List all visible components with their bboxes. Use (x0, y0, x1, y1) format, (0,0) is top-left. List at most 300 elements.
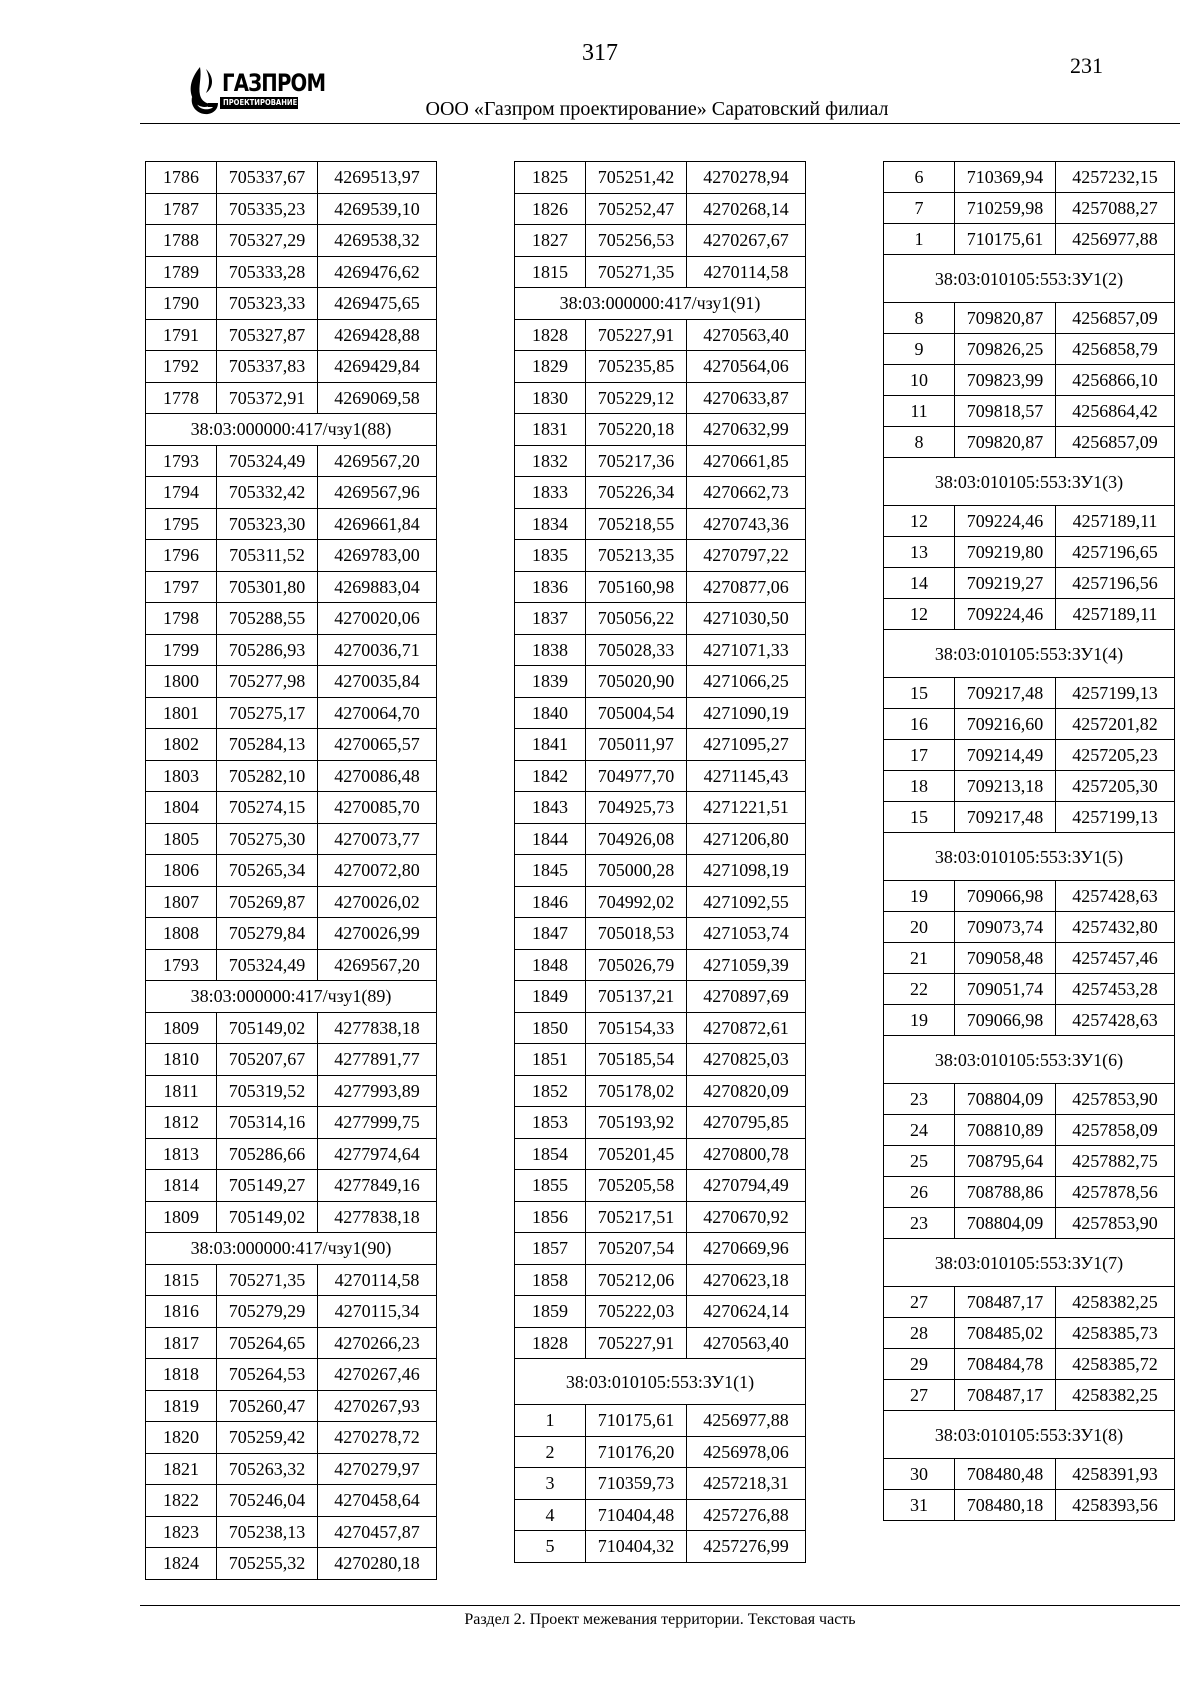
table-row (515, 1107, 806, 1139)
section-header-row (884, 255, 1175, 303)
table-row (515, 1296, 806, 1328)
x-coordinate-cell: 709217,48 (955, 802, 1056, 833)
table-row (515, 1405, 806, 1437)
y-coordinate-cell: 4269567,20 (318, 949, 437, 981)
y-coordinate-cell: 4257201,82 (1056, 709, 1175, 740)
y-coordinate-cell: 4257196,56 (1056, 568, 1175, 599)
x-coordinate-cell: 705212,06 (586, 1264, 687, 1296)
point-number-cell: 10 (884, 365, 955, 396)
page-number-secondary: 231 (1070, 53, 1103, 78)
y-coordinate-cell: 4270026,99 (318, 918, 437, 950)
point-number-cell: 1822 (146, 1485, 217, 1517)
x-coordinate-cell: 705279,84 (217, 918, 318, 950)
x-coordinate-cell: 705028,33 (586, 634, 687, 666)
y-coordinate-cell: 4257199,13 (1056, 678, 1175, 709)
y-coordinate-cell: 4257189,11 (1056, 599, 1175, 630)
x-coordinate-cell: 705284,13 (217, 729, 318, 761)
y-coordinate-cell: 4271092,55 (687, 886, 806, 918)
table-row (515, 1468, 806, 1500)
y-coordinate-cell: 4270795,85 (687, 1107, 806, 1139)
table-row (515, 571, 806, 603)
table-row (146, 1453, 437, 1485)
point-number-cell: 1793 (146, 445, 217, 477)
point-number-cell: 1803 (146, 760, 217, 792)
table-row (146, 1075, 437, 1107)
x-coordinate-cell: 708795,64 (955, 1146, 1056, 1177)
x-coordinate-cell: 710369,94 (955, 162, 1056, 193)
section-header-row (884, 1411, 1175, 1459)
x-coordinate-cell: 705178,02 (586, 1075, 687, 1107)
section-title: 38:03:010105:553:ЗУ1(4) (884, 630, 1175, 678)
table-row (884, 334, 1175, 365)
table-row (146, 949, 437, 981)
point-number-cell: 1855 (515, 1170, 586, 1202)
y-coordinate-cell: 4257457,46 (1056, 943, 1175, 974)
x-coordinate-cell: 708788,86 (955, 1177, 1056, 1208)
table-row (884, 506, 1175, 537)
x-coordinate-cell: 705277,98 (217, 666, 318, 698)
x-coordinate-cell: 705259,42 (217, 1422, 318, 1454)
point-number-cell: 1 (515, 1405, 586, 1437)
y-coordinate-cell: 4270115,34 (318, 1296, 437, 1328)
table-row (515, 351, 806, 383)
y-coordinate-cell: 4269069,58 (318, 382, 437, 414)
y-coordinate-cell: 4277999,75 (318, 1107, 437, 1139)
y-coordinate-cell: 4271090,19 (687, 697, 806, 729)
table-row (884, 1208, 1175, 1239)
y-coordinate-cell: 4257858,09 (1056, 1115, 1175, 1146)
y-coordinate-cell: 4270278,72 (318, 1422, 437, 1454)
section-title: 38:03:000000:417/чзу1(88) (146, 414, 437, 446)
table-row (146, 855, 437, 887)
section-header-row (884, 833, 1175, 881)
table-row (884, 709, 1175, 740)
table-row (884, 943, 1175, 974)
y-coordinate-cell: 4271066,25 (687, 666, 806, 698)
table-row (515, 855, 806, 887)
x-coordinate-cell: 705137,21 (586, 981, 687, 1013)
x-coordinate-cell: 705229,12 (586, 382, 687, 414)
table-row (146, 1296, 437, 1328)
point-number-cell: 25 (884, 1146, 955, 1177)
x-coordinate-cell: 709217,48 (955, 678, 1056, 709)
x-coordinate-cell: 705235,85 (586, 351, 687, 383)
x-coordinate-cell: 708804,09 (955, 1208, 1056, 1239)
table-row (515, 666, 806, 698)
point-number-cell: 28 (884, 1318, 955, 1349)
y-coordinate-cell: 4270267,67 (687, 225, 806, 257)
x-coordinate-cell: 705286,93 (217, 634, 318, 666)
point-number-cell: 1790 (146, 288, 217, 320)
table-row (515, 1531, 806, 1563)
x-coordinate-cell: 705288,55 (217, 603, 318, 635)
point-number-cell: 1814 (146, 1170, 217, 1202)
x-coordinate-cell: 705271,35 (217, 1264, 318, 1296)
y-coordinate-cell: 4270114,58 (687, 256, 806, 288)
point-number-cell: 1830 (515, 382, 586, 414)
page-number: 317 (582, 40, 618, 66)
table-row (146, 225, 437, 257)
table-row (515, 823, 806, 855)
y-coordinate-cell: 4257878,56 (1056, 1177, 1175, 1208)
x-coordinate-cell: 710176,20 (586, 1436, 687, 1468)
x-coordinate-cell: 705193,92 (586, 1107, 687, 1139)
table-row (515, 1201, 806, 1233)
table-row (515, 193, 806, 225)
section-header-row (515, 288, 806, 320)
table-row (146, 382, 437, 414)
y-coordinate-cell: 4277891,77 (318, 1044, 437, 1076)
point-number-cell: 1851 (515, 1044, 586, 1076)
table-row (146, 1044, 437, 1076)
table-row (515, 1499, 806, 1531)
y-coordinate-cell: 4257199,13 (1056, 802, 1175, 833)
point-number-cell: 1850 (515, 1012, 586, 1044)
point-number-cell: 1836 (515, 571, 586, 603)
y-coordinate-cell: 4269661,84 (318, 508, 437, 540)
table-row (884, 1287, 1175, 1318)
point-number-cell: 1847 (515, 918, 586, 950)
point-number-cell: 17 (884, 740, 955, 771)
y-coordinate-cell: 4258391,93 (1056, 1459, 1175, 1490)
table-row (146, 445, 437, 477)
point-number-cell: 1825 (515, 162, 586, 194)
table-row (515, 697, 806, 729)
point-number-cell: 30 (884, 1459, 955, 1490)
y-coordinate-cell: 4270623,18 (687, 1264, 806, 1296)
y-coordinate-cell: 4271098,19 (687, 855, 806, 887)
table-row (146, 1485, 437, 1517)
x-coordinate-cell: 705324,49 (217, 949, 318, 981)
table-row (515, 918, 806, 950)
y-coordinate-cell: 4257196,65 (1056, 537, 1175, 568)
y-coordinate-cell: 4257428,63 (1056, 881, 1175, 912)
table-row (884, 224, 1175, 255)
y-coordinate-cell: 4271095,27 (687, 729, 806, 761)
point-number-cell: 31 (884, 1490, 955, 1521)
y-coordinate-cell: 4270268,14 (687, 193, 806, 225)
y-coordinate-cell: 4256866,10 (1056, 365, 1175, 396)
x-coordinate-cell: 705207,67 (217, 1044, 318, 1076)
point-number-cell: 1829 (515, 351, 586, 383)
point-number-cell: 13 (884, 537, 955, 568)
point-number-cell: 29 (884, 1349, 955, 1380)
x-coordinate-cell: 705263,32 (217, 1453, 318, 1485)
section-title: 38:03:010105:553:ЗУ1(8) (884, 1411, 1175, 1459)
table-row (146, 1390, 437, 1422)
footer-caption: Раздел 2. Проект межевания территории. Текстовая часть (464, 1611, 856, 1628)
y-coordinate-cell: 4258382,25 (1056, 1287, 1175, 1318)
point-number-cell: 1809 (146, 1201, 217, 1233)
point-number-cell: 19 (884, 881, 955, 912)
x-coordinate-cell: 705274,15 (217, 792, 318, 824)
y-coordinate-cell: 4257853,90 (1056, 1208, 1175, 1239)
y-coordinate-cell: 4270114,58 (318, 1264, 437, 1296)
section-title: 38:03:000000:417/чзу1(89) (146, 981, 437, 1013)
point-number-cell: 1813 (146, 1138, 217, 1170)
point-number-cell: 14 (884, 568, 955, 599)
x-coordinate-cell: 705201,45 (586, 1138, 687, 1170)
point-number-cell: 15 (884, 678, 955, 709)
point-number-cell: 23 (884, 1084, 955, 1115)
point-number-cell: 8 (884, 427, 955, 458)
y-coordinate-cell: 4271030,50 (687, 603, 806, 635)
section-header-row (146, 1233, 437, 1265)
y-coordinate-cell: 4257453,28 (1056, 974, 1175, 1005)
x-coordinate-cell: 709214,49 (955, 740, 1056, 771)
x-coordinate-cell: 708810,89 (955, 1115, 1056, 1146)
point-number-cell: 26 (884, 1177, 955, 1208)
y-coordinate-cell: 4269539,10 (318, 193, 437, 225)
table-row (884, 974, 1175, 1005)
y-coordinate-cell: 4270897,69 (687, 981, 806, 1013)
x-coordinate-cell: 705269,87 (217, 886, 318, 918)
table-row (515, 225, 806, 257)
y-coordinate-cell: 4258385,72 (1056, 1349, 1175, 1380)
table-row (515, 886, 806, 918)
x-coordinate-cell: 709058,48 (955, 943, 1056, 974)
section-title: 38:03:010105:553:ЗУ1(1) (515, 1359, 806, 1405)
x-coordinate-cell: 705160,98 (586, 571, 687, 603)
company-header: ООО «Газпром проектирование» Саратовский филиал (425, 98, 889, 120)
point-number-cell: 1793 (146, 949, 217, 981)
point-number-cell: 1797 (146, 571, 217, 603)
table-row (515, 319, 806, 351)
table-row (515, 634, 806, 666)
y-coordinate-cell: 4270279,97 (318, 1453, 437, 1485)
y-coordinate-cell: 4270278,94 (687, 162, 806, 194)
y-coordinate-cell: 4256857,09 (1056, 427, 1175, 458)
point-number-cell: 15 (884, 802, 955, 833)
section-header-row (884, 630, 1175, 678)
x-coordinate-cell: 705226,34 (586, 477, 687, 509)
table-row (884, 365, 1175, 396)
y-coordinate-cell: 4257432,80 (1056, 912, 1175, 943)
y-coordinate-cell: 4270563,40 (687, 319, 806, 351)
point-number-cell: 1816 (146, 1296, 217, 1328)
point-number-cell: 1819 (146, 1390, 217, 1422)
point-number-cell: 1787 (146, 193, 217, 225)
y-coordinate-cell: 4257853,90 (1056, 1084, 1175, 1115)
y-coordinate-cell: 4257276,88 (687, 1499, 806, 1531)
x-coordinate-cell: 705222,03 (586, 1296, 687, 1328)
y-coordinate-cell: 4269428,88 (318, 319, 437, 351)
y-coordinate-cell: 4256857,09 (1056, 303, 1175, 334)
table-row (884, 396, 1175, 427)
point-number-cell: 1811 (146, 1075, 217, 1107)
point-number-cell: 1791 (146, 319, 217, 351)
y-coordinate-cell: 4270872,61 (687, 1012, 806, 1044)
x-coordinate-cell: 705149,02 (217, 1201, 318, 1233)
point-number-cell: 18 (884, 771, 955, 802)
y-coordinate-cell: 4270073,77 (318, 823, 437, 855)
section-title: 38:03:010105:553:ЗУ1(2) (884, 255, 1175, 303)
section-header-row (146, 981, 437, 1013)
table-row (884, 1115, 1175, 1146)
point-number-cell: 1857 (515, 1233, 586, 1265)
table-row (515, 477, 806, 509)
x-coordinate-cell: 705227,91 (586, 1327, 687, 1359)
point-number-cell: 1831 (515, 414, 586, 446)
x-coordinate-cell: 705000,28 (586, 855, 687, 887)
table-row (515, 508, 806, 540)
y-coordinate-cell: 4270743,36 (687, 508, 806, 540)
table-row (884, 427, 1175, 458)
point-number-cell: 1794 (146, 477, 217, 509)
x-coordinate-cell: 705264,65 (217, 1327, 318, 1359)
section-title: 38:03:010105:553:ЗУ1(6) (884, 1036, 1175, 1084)
x-coordinate-cell: 709826,25 (955, 334, 1056, 365)
x-coordinate-cell: 705337,83 (217, 351, 318, 383)
point-number-cell: 1828 (515, 1327, 586, 1359)
y-coordinate-cell: 4270633,87 (687, 382, 806, 414)
table-row (884, 193, 1175, 224)
table-row (146, 792, 437, 824)
table-row (884, 1146, 1175, 1177)
point-number-cell: 1806 (146, 855, 217, 887)
table-row (515, 1327, 806, 1359)
table-row (515, 445, 806, 477)
y-coordinate-cell: 4257218,31 (687, 1468, 806, 1500)
x-coordinate-cell: 705020,90 (586, 666, 687, 698)
point-number-cell: 1804 (146, 792, 217, 824)
y-coordinate-cell: 4258382,25 (1056, 1380, 1175, 1411)
table-row (146, 634, 437, 666)
x-coordinate-cell: 710175,61 (586, 1405, 687, 1437)
y-coordinate-cell: 4270624,14 (687, 1296, 806, 1328)
x-coordinate-cell: 704992,02 (586, 886, 687, 918)
table-row (146, 288, 437, 320)
point-number-cell: 1815 (515, 256, 586, 288)
table-row (146, 319, 437, 351)
x-coordinate-cell: 705265,34 (217, 855, 318, 887)
table-row (515, 256, 806, 288)
table-row (146, 351, 437, 383)
y-coordinate-cell: 4271221,51 (687, 792, 806, 824)
x-coordinate-cell: 705372,91 (217, 382, 318, 414)
point-number-cell: 1802 (146, 729, 217, 761)
x-coordinate-cell: 705335,23 (217, 193, 318, 225)
x-coordinate-cell: 705264,53 (217, 1359, 318, 1391)
point-number-cell: 1801 (146, 697, 217, 729)
x-coordinate-cell: 705213,35 (586, 540, 687, 572)
x-coordinate-cell: 705011,97 (586, 729, 687, 761)
y-coordinate-cell: 4271145,43 (687, 760, 806, 792)
table-row (884, 912, 1175, 943)
x-coordinate-cell: 709224,46 (955, 506, 1056, 537)
y-coordinate-cell: 4270458,64 (318, 1485, 437, 1517)
point-number-cell: 1833 (515, 477, 586, 509)
table-row (146, 823, 437, 855)
table-row (515, 949, 806, 981)
point-number-cell: 1 (884, 224, 955, 255)
point-number-cell: 12 (884, 599, 955, 630)
point-number-cell: 1809 (146, 1012, 217, 1044)
table-row (884, 1177, 1175, 1208)
point-number-cell: 1824 (146, 1548, 217, 1580)
point-number-cell: 1844 (515, 823, 586, 855)
x-coordinate-cell: 705185,54 (586, 1044, 687, 1076)
logo-subtitle: ПРОЕКТИРОВАНИЕ (223, 98, 298, 107)
table-row (884, 1318, 1175, 1349)
x-coordinate-cell: 705324,49 (217, 445, 318, 477)
point-number-cell: 1837 (515, 603, 586, 635)
table-row (884, 1349, 1175, 1380)
x-coordinate-cell: 705314,16 (217, 1107, 318, 1139)
point-number-cell: 1849 (515, 981, 586, 1013)
section-title: 38:03:000000:417/чзу1(90) (146, 1233, 437, 1265)
table-row (515, 760, 806, 792)
point-number-cell: 1817 (146, 1327, 217, 1359)
x-coordinate-cell: 705205,58 (586, 1170, 687, 1202)
x-coordinate-cell: 709066,98 (955, 881, 1056, 912)
x-coordinate-cell: 705332,42 (217, 477, 318, 509)
point-number-cell: 1835 (515, 540, 586, 572)
table-row (146, 603, 437, 635)
y-coordinate-cell: 4270267,46 (318, 1359, 437, 1391)
section-title: 38:03:010105:553:ЗУ1(3) (884, 458, 1175, 506)
y-coordinate-cell: 4269476,62 (318, 256, 437, 288)
section-title: 38:03:010105:553:ЗУ1(7) (884, 1239, 1175, 1287)
y-coordinate-cell: 4258385,73 (1056, 1318, 1175, 1349)
x-coordinate-cell: 708487,17 (955, 1380, 1056, 1411)
table-row (884, 1459, 1175, 1490)
coordinates-table-column-2 (514, 161, 802, 1563)
coordinates-table-column-3 (883, 161, 1171, 1521)
section-title: 38:03:010105:553:ЗУ1(5) (884, 833, 1175, 881)
y-coordinate-cell: 4277974,64 (318, 1138, 437, 1170)
table-row (515, 382, 806, 414)
section-header-row (884, 1036, 1175, 1084)
point-number-cell: 8 (884, 303, 955, 334)
y-coordinate-cell: 4270064,70 (318, 697, 437, 729)
x-coordinate-cell: 710175,61 (955, 224, 1056, 255)
point-number-cell: 6 (884, 162, 955, 193)
x-coordinate-cell: 705327,29 (217, 225, 318, 257)
point-number-cell: 5 (515, 1531, 586, 1563)
point-number-cell: 1795 (146, 508, 217, 540)
table-row (515, 603, 806, 635)
x-coordinate-cell: 709219,80 (955, 537, 1056, 568)
x-coordinate-cell: 705246,04 (217, 1485, 318, 1517)
x-coordinate-cell: 705301,80 (217, 571, 318, 603)
y-coordinate-cell: 4270820,09 (687, 1075, 806, 1107)
point-number-cell: 1798 (146, 603, 217, 635)
point-number-cell: 1858 (515, 1264, 586, 1296)
x-coordinate-cell: 705018,53 (586, 918, 687, 950)
x-coordinate-cell: 705238,13 (217, 1516, 318, 1548)
point-number-cell: 1842 (515, 760, 586, 792)
coordinates-table-column-1 (145, 161, 433, 1580)
table-row (146, 508, 437, 540)
y-coordinate-cell: 4270280,18 (318, 1548, 437, 1580)
y-coordinate-cell: 4270267,93 (318, 1390, 437, 1422)
table-row (515, 792, 806, 824)
table-row (515, 1436, 806, 1468)
y-coordinate-cell: 4270086,48 (318, 760, 437, 792)
x-coordinate-cell: 708804,09 (955, 1084, 1056, 1115)
point-number-cell: 1852 (515, 1075, 586, 1107)
x-coordinate-cell: 709818,57 (955, 396, 1056, 427)
x-coordinate-cell: 705323,30 (217, 508, 318, 540)
x-coordinate-cell: 709213,18 (955, 771, 1056, 802)
y-coordinate-cell: 4269567,20 (318, 445, 437, 477)
x-coordinate-cell: 705323,33 (217, 288, 318, 320)
y-coordinate-cell: 4270026,02 (318, 886, 437, 918)
table-row (146, 1201, 437, 1233)
x-coordinate-cell: 705252,47 (586, 193, 687, 225)
table-row (884, 1490, 1175, 1521)
